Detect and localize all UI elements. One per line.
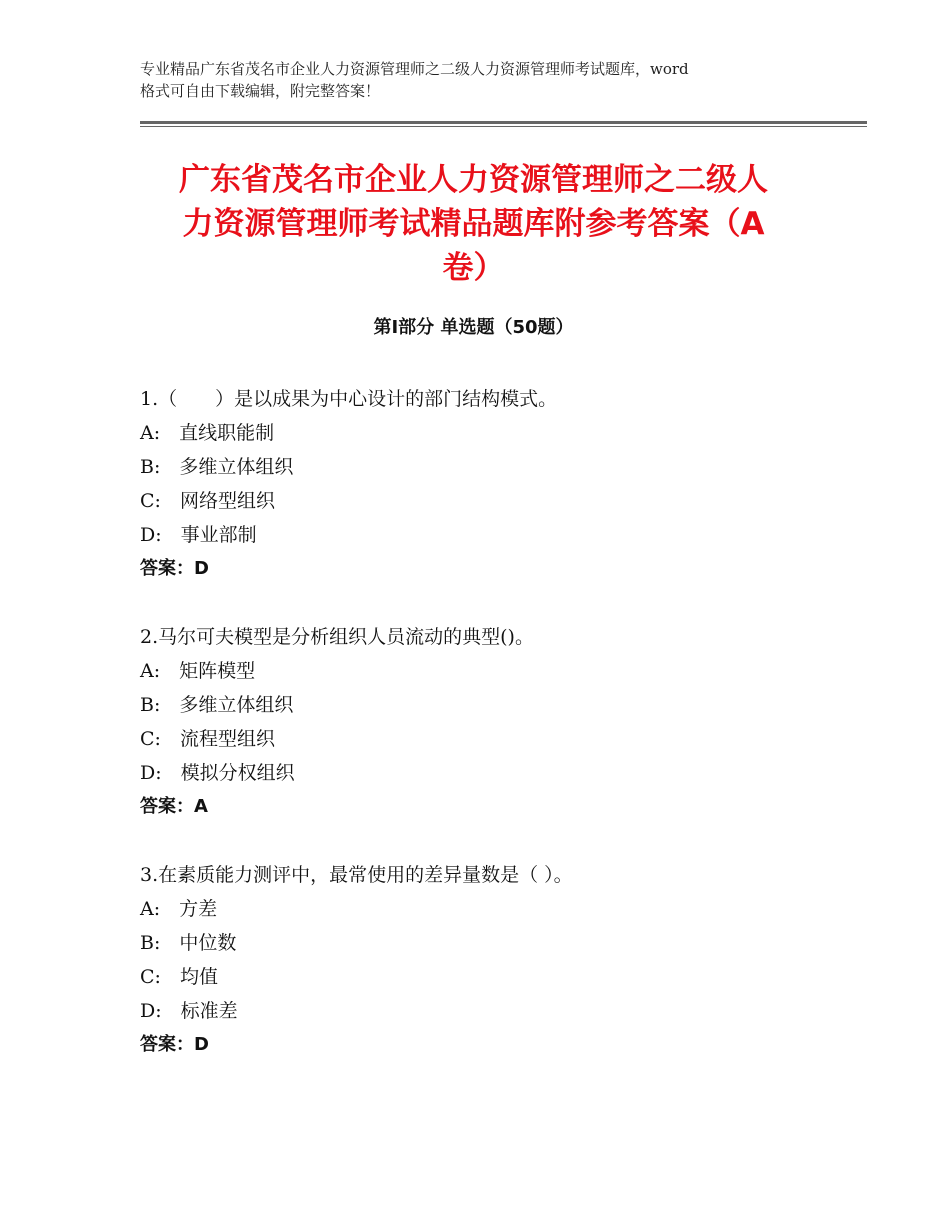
option-b: B: 中位数 xyxy=(140,932,237,954)
answer-label: 答案：A xyxy=(140,796,208,817)
option-c: C: 流程型组织 xyxy=(140,728,275,750)
section-title: 第Ⅰ部分 单选题（50题） xyxy=(373,317,574,338)
question-list xyxy=(140,382,840,1096)
document-title-line-1: 广东省茂名市企业人力资源管理师之二级人 xyxy=(179,162,768,198)
question-1 xyxy=(140,382,840,586)
option-b: B: 多维立体组织 xyxy=(140,694,294,716)
answer-label: 答案：D xyxy=(140,558,209,579)
question-stem: 3.在素质能力测评中，最常使用的差异量数是（ ）。 xyxy=(140,864,573,886)
question-stem: 1.（ ）是以成果为中心设计的部门结构模式。 xyxy=(140,388,558,410)
header-note xyxy=(140,58,820,102)
document-title-line-2: 力资源管理师考试精品题库附参考答案（A xyxy=(182,206,765,242)
document-title xyxy=(140,158,807,290)
option-a: A: 矩阵模型 xyxy=(140,660,256,682)
option-b: B: 多维立体组织 xyxy=(140,456,294,478)
option-d: D: 模拟分权组织 xyxy=(140,762,295,784)
header-note-line-2: 格式可自由下载编辑，附完整答案！ xyxy=(140,82,381,100)
question-3 xyxy=(140,858,840,1062)
question-2 xyxy=(140,620,840,824)
question-stem: 2.马尔可夫模型是分析组织人员流动的典型()。 xyxy=(140,626,534,648)
option-c: C: 均值 xyxy=(140,966,218,988)
option-d: D: 标准差 xyxy=(140,1000,238,1022)
option-a: A: 直线职能制 xyxy=(140,422,275,444)
option-d: D: 事业部制 xyxy=(140,524,257,546)
header-note-line-1: 专业精品广东省茂名市企业人力资源管理师之二级人力资源管理师考试题库，word xyxy=(140,60,689,78)
option-a: A: 方差 xyxy=(140,898,218,920)
answer-label: 答案：D xyxy=(140,1034,209,1055)
document-title-line-3: 卷） xyxy=(442,250,505,286)
option-c: C: 网络型组织 xyxy=(140,490,275,512)
header-divider xyxy=(140,121,867,127)
